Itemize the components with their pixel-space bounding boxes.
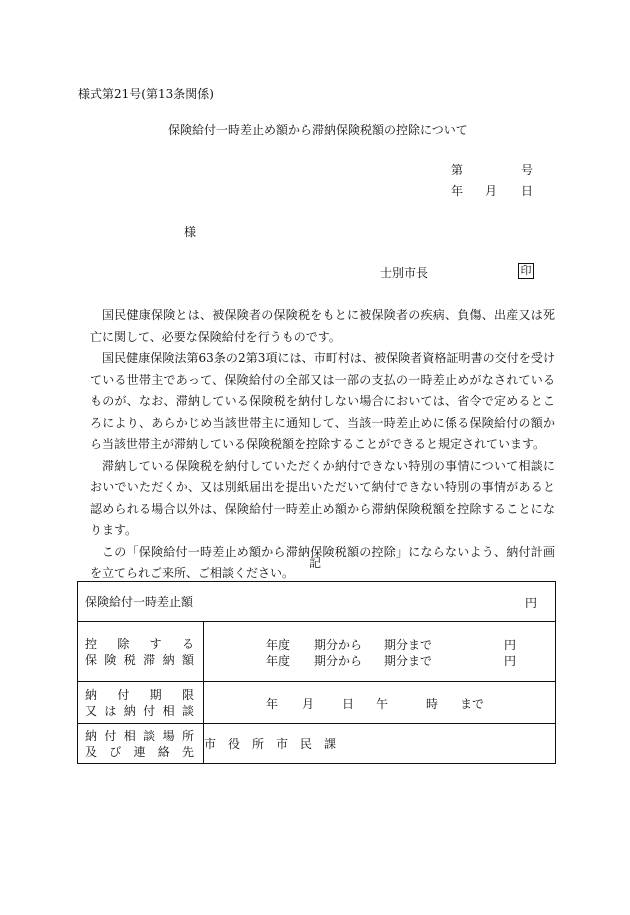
label-char: 及 <box>85 744 98 759</box>
deadline-value-cell <box>204 682 556 724</box>
label-char: 期 <box>149 687 162 702</box>
label-char: 税 <box>123 652 136 667</box>
withheld-amount-label: 保険給付一時差止額 <box>85 594 194 609</box>
period-to-label: 期分まで <box>384 637 433 652</box>
label-char: る <box>181 636 194 651</box>
label-char: 納 <box>85 687 98 702</box>
label-char: 談 <box>181 703 194 718</box>
consultation-label-line1 <box>85 728 194 744</box>
deduction-value-cell <box>204 622 556 682</box>
label-char: 連 <box>133 744 146 759</box>
deadline-ampm: 午 <box>376 696 389 711</box>
body-paragraph: 国民健康保険とは、被保険者の保険税をもとに被保険者の疾病、負傷、出産又は死亡に関して、必要な保険給付を行うものです。 <box>90 308 555 344</box>
label-char: 控 <box>85 636 98 651</box>
label-char: 保 <box>85 652 98 667</box>
recipient-honorific: 様 <box>184 225 197 239</box>
body-paragraph: 滞納している保険税を納付していただくか納付できない特別の事情について相談においでいただくか、又は別紙届出を提出いただいて納付できない特別の事情があると認められる場合以外は、保険給付一時差止め額から滞納保険税額を控除することになります。 <box>90 458 555 537</box>
label-char: 付 <box>117 687 130 702</box>
label-char: 納 <box>123 703 136 718</box>
label-char: 相 <box>123 728 136 743</box>
form-number: 様式第21号(第13条関係) <box>78 87 214 101</box>
deadline-label-line1 <box>85 687 194 703</box>
body-paragraph: この「保険給付一時差止め額から滞納保険税額の控除」にならないよう、納付計画を立てられご来所、ご相談ください。 <box>90 544 555 580</box>
withheld-amount-yen: 円 <box>524 596 537 610</box>
label-char: 付 <box>104 728 117 743</box>
yen-label: 円 <box>504 653 517 668</box>
date-day: 日 <box>521 184 534 198</box>
deduction-line <box>204 652 555 668</box>
label-char: 額 <box>181 652 194 667</box>
label-char: 納 <box>162 652 175 667</box>
label-char: 付 <box>143 703 156 718</box>
table-row <box>78 682 556 724</box>
consultation-label-line2 <box>85 744 194 760</box>
label-char: 限 <box>181 687 194 702</box>
deadline-line <box>204 695 555 711</box>
label-char: す <box>149 636 162 651</box>
deadline-until: まで <box>460 696 485 711</box>
period-from-label: 期分から <box>314 653 363 668</box>
notice-body <box>90 305 555 585</box>
deduction-line <box>204 636 555 652</box>
label-char: 又 <box>85 703 98 718</box>
label-char: 絡 <box>157 744 170 759</box>
label-char: は <box>104 703 117 718</box>
consultation-label-cell <box>78 724 204 764</box>
date-month: 月 <box>485 184 498 198</box>
period-to-label: 期分まで <box>384 653 433 668</box>
seal-mark: 印 <box>518 263 534 279</box>
fiscal-year-label: 年度 <box>266 637 291 652</box>
deduction-label-line2 <box>85 652 194 668</box>
deadline-hour: 時 <box>426 696 439 711</box>
document-number-prefix: 第 <box>451 163 464 177</box>
deadline-month: 月 <box>302 696 315 711</box>
deduction-label-cell <box>78 622 204 682</box>
label-char: 納 <box>85 728 98 743</box>
label-char: 先 <box>181 744 194 759</box>
document-number-suffix: 号 <box>521 163 534 177</box>
body-paragraph: 国民健康保険法第63条の2第3項には、市町村は、被保険者資格証明書の交付を受けている世帯主であって、保険給付の全部又は一部の支払の一時差止めがなされているものが、なお、滞納している保険税を納付しない場合においては、省令で定めるところにより、あらかじめ当該世帯主に通知して、当該一時差止めに係る保険給付の額から当該世帯主が滞納している保険税額を控除することができると規定されています。 <box>90 351 555 451</box>
label-char: び <box>109 744 122 759</box>
label-char: 滞 <box>143 652 156 667</box>
label-char: 場 <box>162 728 175 743</box>
table-row <box>78 724 556 764</box>
period-from-label: 期分から <box>314 637 363 652</box>
details-table <box>77 581 556 764</box>
document-title: 保険給付一時差止め額から滞納保険税額の控除について <box>168 123 468 137</box>
label-char: 険 <box>104 652 117 667</box>
table-row <box>78 622 556 682</box>
deduction-label-line1 <box>85 636 194 652</box>
yen-label: 円 <box>504 637 517 652</box>
consultation-place: 市 役 所 市 民 課 <box>204 737 337 751</box>
deadline-label-cell <box>78 682 204 724</box>
ki-heading: 記 <box>309 556 322 570</box>
label-char: 所 <box>181 728 194 743</box>
deadline-label-line2 <box>85 703 194 719</box>
deadline-year: 年 <box>266 696 279 711</box>
withheld-amount-cell <box>78 582 556 622</box>
consultation-place-cell <box>204 724 556 764</box>
date-year: 年 <box>451 184 464 198</box>
label-char: 除 <box>117 636 130 651</box>
table-row <box>78 582 556 622</box>
fiscal-year-label: 年度 <box>266 653 291 668</box>
label-char: 談 <box>143 728 156 743</box>
label-char: 相 <box>162 703 175 718</box>
sender-name: 士別市長 <box>380 266 429 280</box>
deadline-day: 日 <box>342 696 355 711</box>
